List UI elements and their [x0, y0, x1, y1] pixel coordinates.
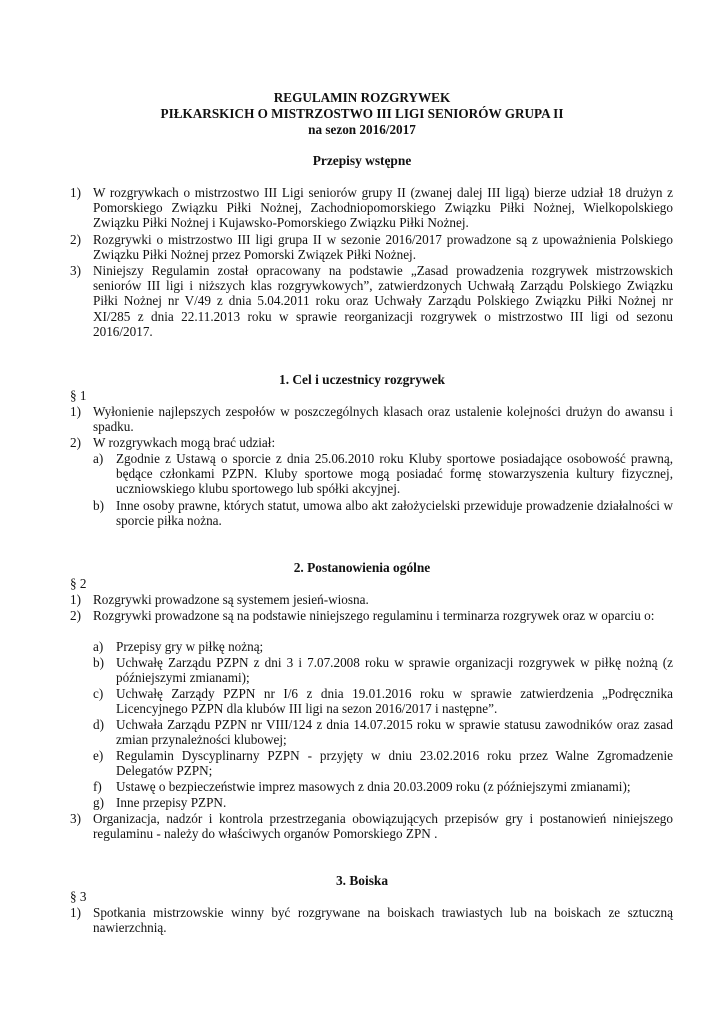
- section2-item-1: [70, 592, 673, 607]
- section2-subitem-g: [93, 795, 673, 810]
- section2-item-3: [70, 811, 673, 841]
- section1-subitem-a: [93, 451, 673, 497]
- item-number: 1): [70, 905, 81, 920]
- section1-item-2: [70, 435, 673, 450]
- subitem-text: Uchwałę Zarządu PZPN z dni 3 i 7.07.2008 roku w sprawie organizacji rozgrywek w piłkę nożną (z późniejszymi zmianami);: [116, 655, 673, 686]
- subitem-letter: c): [93, 686, 104, 701]
- document-title-line-1: REGULAMIN ROZGRYWEK: [273, 90, 451, 105]
- subitem-letter: b): [93, 498, 104, 513]
- section2-subitem-b: [93, 655, 673, 685]
- item-text: W rozgrywkach mogą brać udział:: [93, 435, 276, 450]
- subitem-letter: b): [93, 655, 104, 670]
- item-number: 2): [70, 232, 81, 247]
- intro-item-1: [70, 185, 673, 231]
- subitem-text: Zgodnie z Ustawą o sporcie z dnia 25.06.2010 roku Kluby sportowe posiadające osobowość prawną, będące członkami PZPN. Kluby sportowe mogą posiadać formę stowarzyszenia kultury fizycznej, uczniowskiego klubu sportowego lub spółki akcyjnej.: [116, 451, 673, 497]
- subitem-text: Ustawę o bezpieczeństwie imprez masowych z dnia 20.03.2009 roku (z późniejszymi zmianami);: [116, 779, 631, 794]
- document-title-line-3: na sezon 2016/2017: [308, 122, 416, 137]
- section1-subitem-b: [93, 498, 673, 528]
- item-number: 2): [70, 608, 81, 623]
- item-number: 1): [70, 592, 81, 607]
- subitem-letter: e): [93, 748, 104, 763]
- item-number: 1): [70, 404, 81, 419]
- section2-subitem-d: [93, 717, 673, 747]
- subitem-text: Regulamin Dyscyplinarny PZPN - przyjęty w dniu 23.02.2016 roku przez Walne Zgromadzenie Delegatów PZPN;: [116, 748, 673, 779]
- paragraph-mark-2: § 2: [70, 576, 87, 591]
- item-text: Organizacja, nadzór i kontrola przestrzegania obowiązujących przepisów gry i postanowień niniejszego regulaminu - należy do właściwych organów Pomorskiego ZPN .: [93, 811, 673, 842]
- item-text: Rozgrywki prowadzone są na podstawie niniejszego regulaminu i terminarza rozgrywek oraz w oparciu o:: [93, 608, 655, 623]
- item-text: Rozgrywki o mistrzostwo III ligi grupa II w sezonie 2016/2017 prowadzone są z upoważnienia Polskiego Związku Piłki Nożnej przez Pomorski Związek Piłki Nożnej.: [93, 232, 673, 263]
- heading-section-2: 2. Postanowienia ogólne: [293, 560, 431, 575]
- item-number: 3): [70, 263, 81, 278]
- heading-intro: Przepisy wstępne: [312, 153, 412, 168]
- subitem-text: Przepisy gry w piłkę nożną;: [116, 639, 264, 654]
- item-number: 1): [70, 185, 81, 200]
- section2-item-2: [70, 608, 673, 623]
- paragraph-mark-1: § 1: [70, 388, 87, 403]
- section2-subitem-c: [93, 686, 673, 716]
- item-text: W rozgrywkach o mistrzostwo III Ligi seniorów grupy II (zwanej dalej III ligą) bierze udział 18 drużyn z Pomorskiego Związku Piłki Nożnej, Zachodniopomorskiego Związku Piłki Nożnej, Wielkopolskiego Związku Piłki Nożnej i Kujawsko-Pomorskiego Związku Piłki Nożnej.: [93, 185, 673, 231]
- subitem-letter: f): [93, 779, 102, 794]
- document-title-line-2: PIŁKARSKICH O MISTRZOSTWO III LIGI SENIORÓW GRUPA II: [160, 106, 564, 121]
- section3-item-1: [70, 905, 673, 935]
- subitem-text: Uchwała Zarządu PZPN nr VIII/124 z dnia 14.07.2015 roku w sprawie statusu zawodników oraz zasad zmian przynależności klubowej;: [116, 717, 673, 748]
- subitem-text: Inne przepisy PZPN.: [116, 795, 227, 810]
- subitem-text: Uchwałę Zarządy PZPN nr I/6 z dnia 19.01.2016 roku w sprawie zatwierdzenia „Podręcznika Licencyjnego PZPN dla klubów III ligi na sezon 2016/2017 i następne”.: [116, 686, 673, 717]
- section2-subitem-e: [93, 748, 673, 778]
- item-number: 2): [70, 435, 81, 450]
- intro-item-3: [70, 263, 673, 339]
- item-number: 3): [70, 811, 81, 826]
- section2-subitem-f: [93, 779, 673, 794]
- heading-section-1: 1. Cel i uczestnicy rozgrywek: [279, 372, 445, 387]
- item-text: Wyłonienie najlepszych zespołów w poszczególnych klasach oraz ustalenie kolejności drużyn do awansu i spadku.: [93, 404, 673, 435]
- subitem-letter: d): [93, 717, 104, 732]
- section1-item-1: [70, 404, 673, 434]
- subitem-letter: a): [93, 639, 104, 654]
- subitem-text: Inne osoby prawne, których statut, umowa albo akt założycielski przewiduje prowadzenie działalności w sporcie piłka nożna.: [116, 498, 673, 529]
- item-text: Spotkania mistrzowskie winny być rozgrywane na boiskach trawiastych lub na boiskach ze sztuczną nawierzchnią.: [93, 905, 673, 936]
- subitem-letter: a): [93, 451, 104, 466]
- item-text: Rozgrywki prowadzone są systemem jesień-wiosna.: [93, 592, 369, 607]
- intro-item-2: [70, 232, 673, 262]
- section2-subitem-a: [93, 639, 673, 654]
- item-text: Niniejszy Regulamin został opracowany na podstawie „Zasad prowadzenia rozgrywek mistrzowskich seniorów III ligi i niższych klas rozgrywkowych”, zatwierdzonych Uchwałą Zarządu Polskiego Związku Piłki Nożnej nr V/49 z dnia 5.04.2011 roku oraz Uchwały Zarządu Polskiego Związku Piłki Nożnej nr XI/285 z dnia 22.11.2013 roku w sprawie reorganizacji rozgrywek o mistrzostwo III ligi od sezonu 2016/2017.: [93, 263, 673, 339]
- subitem-letter: g): [93, 795, 104, 810]
- paragraph-mark-3: § 3: [70, 889, 87, 904]
- heading-section-3: 3. Boiska: [335, 873, 389, 888]
